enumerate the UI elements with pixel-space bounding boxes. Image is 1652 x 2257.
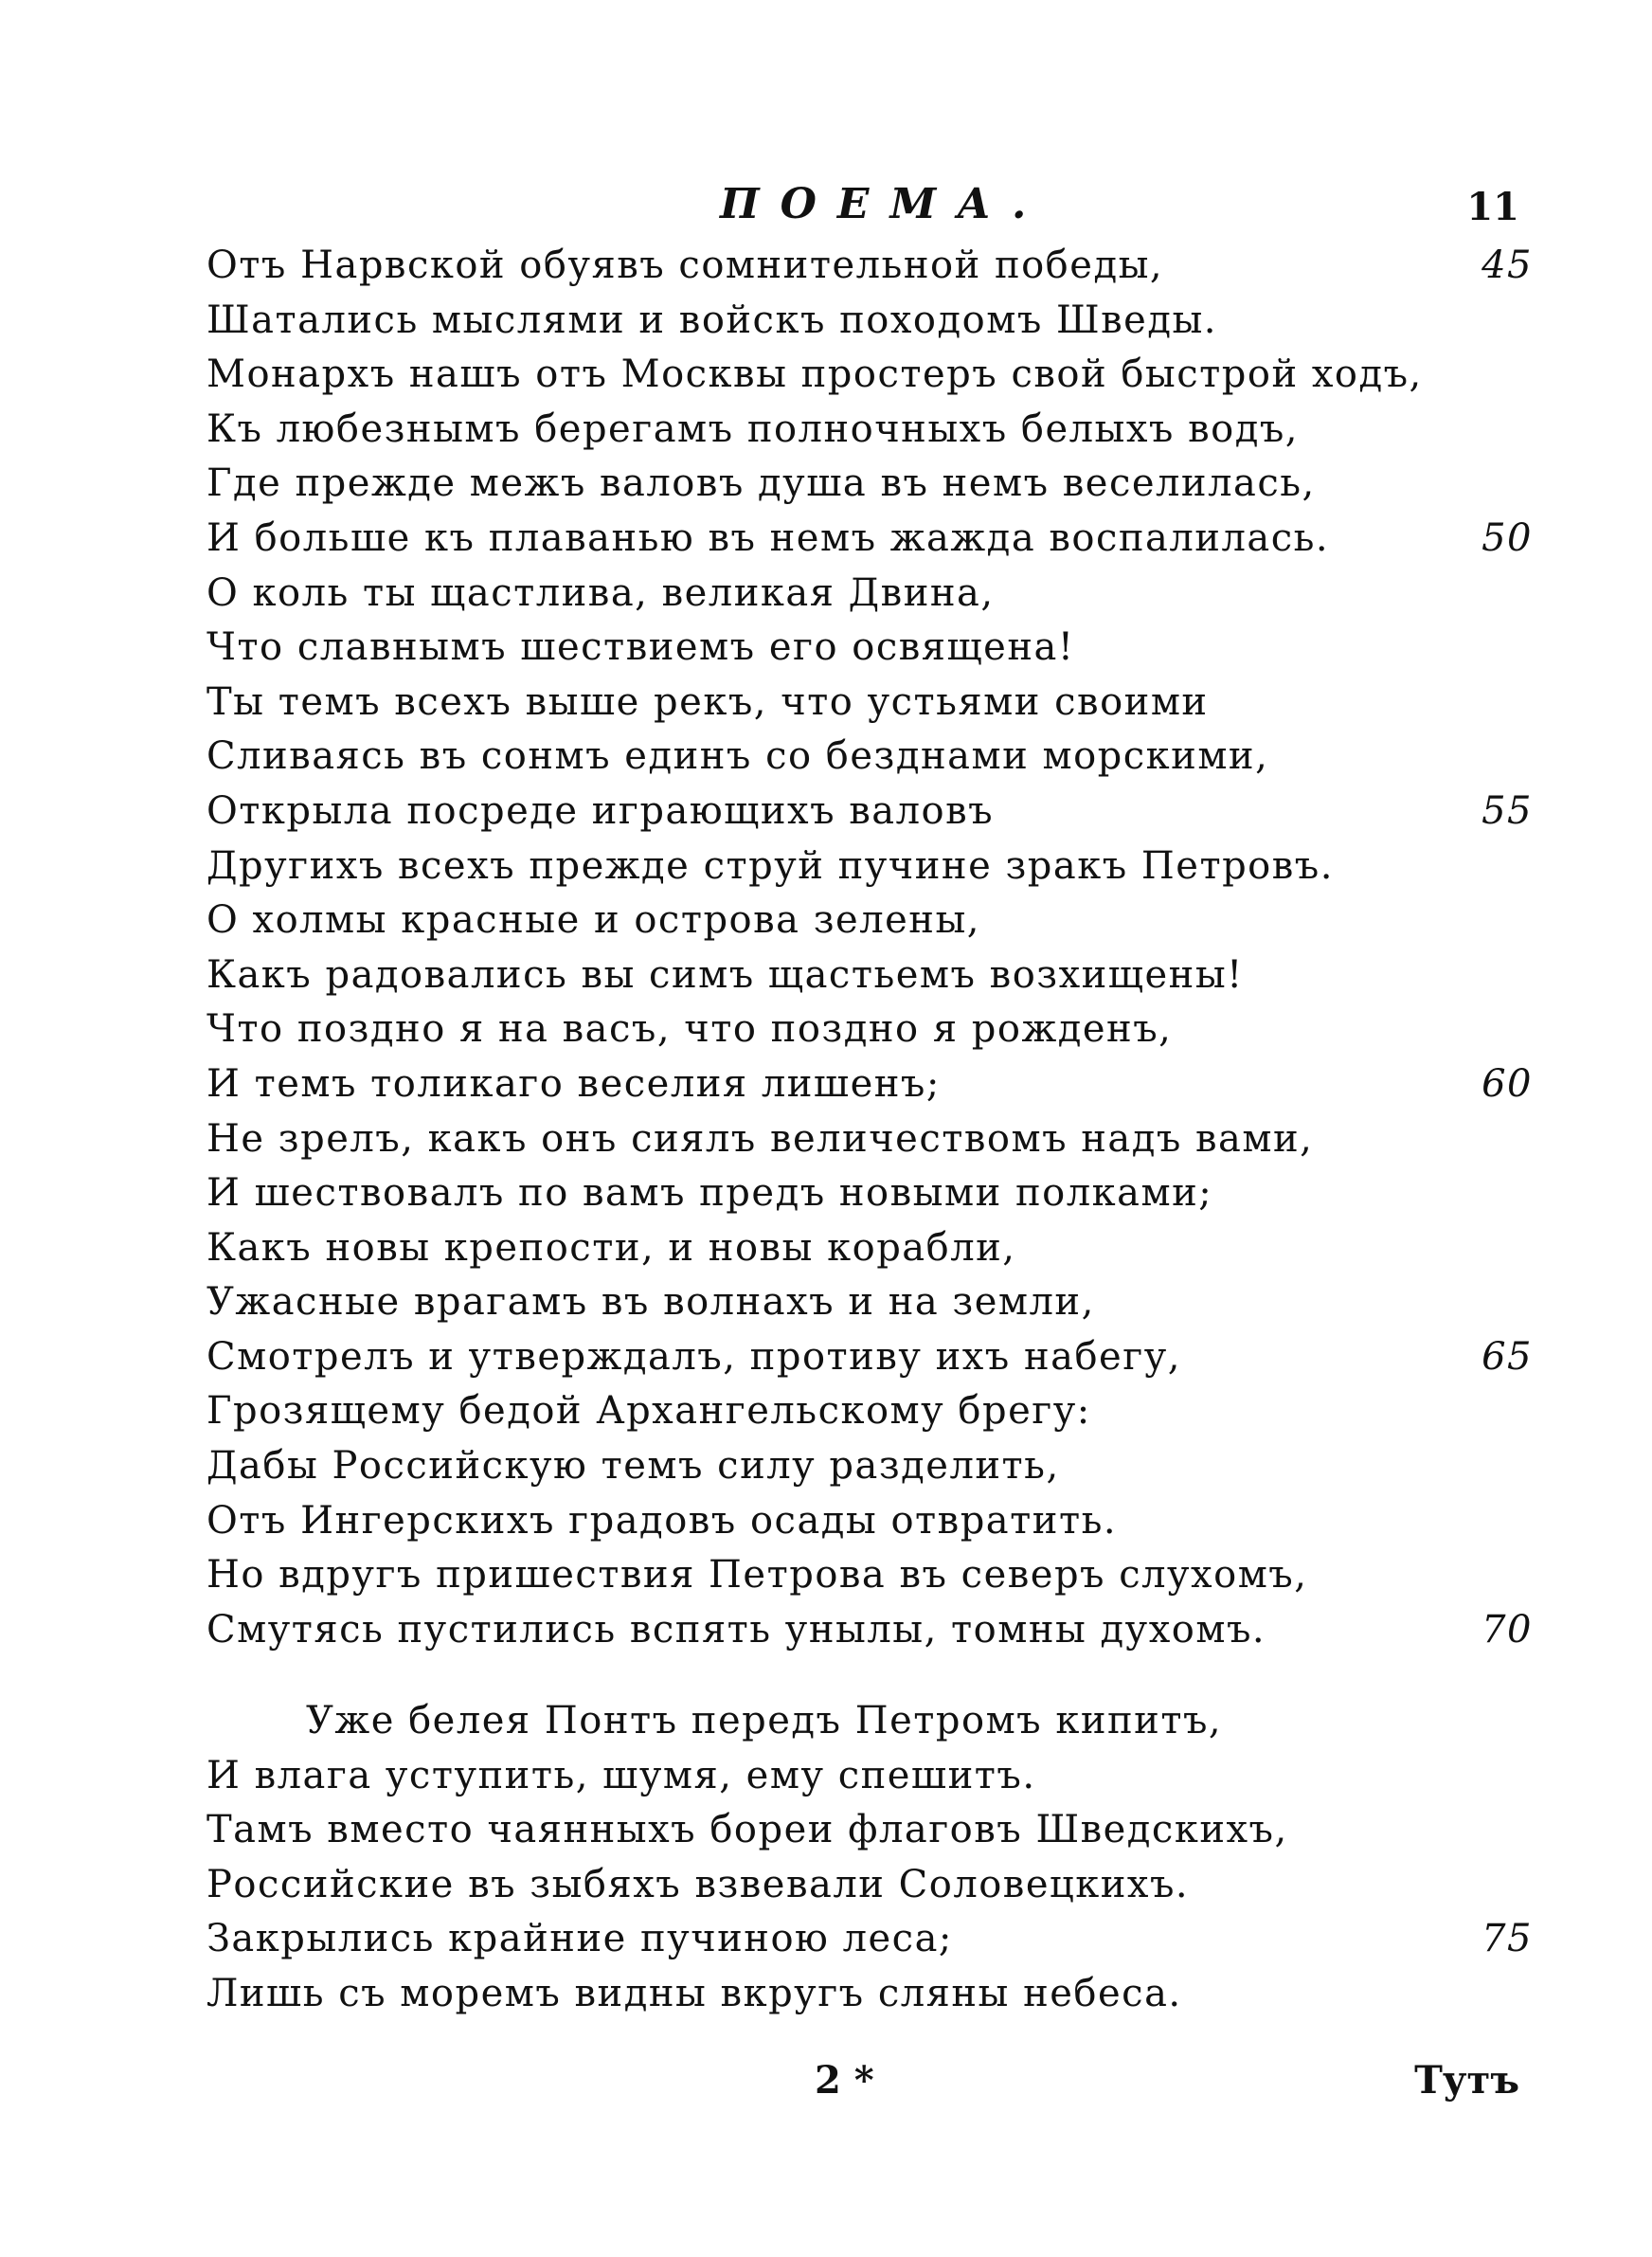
verse-line [206,239,1533,294]
stanza-2 [206,1694,1533,2022]
verse-line [206,1002,1533,1057]
line-number: 45 [1481,244,1533,287]
line-number: 70 [1481,1607,1533,1652]
running-title: ПОЕМА. [720,180,1048,228]
verse-text: Къ любезнымъ берегамъ полночныхъ белыхъ водъ, [206,406,1299,451]
verse-line [206,1057,1533,1112]
verse-line [206,1384,1533,1439]
verse-line [206,1330,1533,1385]
verse-line [206,348,1533,403]
verse-text: Какъ новы крепости, и новы корабли, [206,1225,1016,1270]
line-number: 75 [1481,1917,1533,1961]
verse-line [206,1912,1533,1967]
verse-text: Другихъ всехъ прежде струй пучине зракъ Петровъ. [206,843,1334,888]
verse-line [206,1694,1533,1749]
line-number: 55 [1481,788,1533,833]
catchword: Тутъ [1414,2058,1519,2103]
verse-line [206,730,1533,785]
verse-line [206,567,1533,622]
verse-line [206,840,1533,894]
verse-text: Что поздно я на васъ, что поздно я рожденъ, [206,1007,1173,1052]
verse-line [206,1858,1533,1913]
verse-text: Шатались мыслями и войскъ походомъ Шведы. [206,298,1218,342]
verse-text: И влага уступить, шумя, ему спешитъ. [206,1753,1036,1797]
verse-line [206,457,1533,512]
verse-line [206,1275,1533,1330]
verse-text: Что славнымъ шествиемъ его освящена! [206,625,1075,670]
verse-text: Грозящему бедой Архангельскому брегу: [206,1389,1091,1434]
line-number: 50 [1481,515,1533,560]
verse-text: Дабы Российскую темъ силу разделить, [206,1444,1060,1489]
verse-line [206,1803,1533,1858]
verse-text: Какъ радовались вы симъ щастьемъ возхищены! [206,952,1244,997]
verse-line [206,1166,1533,1221]
verse-text: Ужасные врагамъ въ волнахъ и на земли, [206,1280,1095,1325]
verse-text: Монархъ нашъ отъ Москвы простеръ свой быстрой ходъ, [206,352,1423,397]
verse-line [206,785,1533,840]
verse-text: Закрылись крайние пучиною леса; [206,1917,953,1961]
verse-text: Отъ Нарвской обуявъ сомнительной победы, [206,244,1164,287]
line-number: 65 [1481,1334,1533,1379]
verse-text: Не зрелъ, какъ онъ сиялъ величествомъ надъ вами, [206,1116,1314,1161]
verse-text: О коль ты щастлива, великая Двина, [206,570,995,615]
verse-text: Уже белея Понтъ передъ Петромъ кипитъ, [306,1699,1223,1742]
verse-line [206,1439,1533,1494]
verse-text: О холмы красные и острова зелены, [206,898,980,943]
verse-line [206,1967,1533,2022]
verse-text: Лишь съ моремъ видны вкругъ сляны небеса. [206,1971,1182,2015]
signature-mark: 2 * [815,2058,874,2103]
verse-line [206,621,1533,676]
verse-text: Российские въ зыбяхъ взвевали Соловецкихъ. [206,1862,1190,1906]
verse-text: Сливаясь въ сонмъ единъ со безднами морскими, [206,734,1269,779]
verse-line [206,1494,1533,1549]
verse-line [206,1548,1533,1603]
stanza-1 [206,239,1533,1657]
page-number: 11 [1466,185,1519,229]
verse-line [206,1603,1533,1658]
verse-text: И шествовалъ по вамъ предъ новыми полками; [206,1171,1213,1216]
line-number: 60 [1481,1061,1533,1106]
verse-line [206,512,1533,567]
verse-text: И темъ толикаго веселия лишенъ; [206,1061,941,1106]
verse-line [206,1221,1533,1276]
verse-text: Но вдругъ пришествия Петрова въ северъ слухомъ, [206,1553,1308,1598]
verse-line [206,1749,1533,1804]
verse-line [206,1112,1533,1167]
verse-line [206,894,1533,948]
verse-text: Открыла посреде играющихъ валовъ [206,788,995,833]
verse-text: И больше къ плаванью въ немъ жажда воспалилась. [206,515,1330,560]
verse-text: Отъ Ингерскихъ градовъ осады отвратить. [206,1498,1118,1543]
verse-text: Где прежде межъ валовъ душа въ немъ веселилась, [206,461,1316,506]
verse-line [206,294,1533,349]
verse-text: Смотрелъ и утверждалъ, противу ихъ набегу, [206,1334,1181,1379]
verse-text: Ты темъ всехъ выше рекъ, что устьями своими [206,679,1209,724]
verse-line [206,403,1533,458]
verse-text: Смутясь пустились вспять унылы, томны духомъ. [206,1607,1266,1652]
verse-line [206,948,1533,1003]
verse-line [206,676,1533,731]
verse-text: Тамъ вместо чаянныхъ бореи флаговъ Шведскихъ, [206,1808,1288,1852]
